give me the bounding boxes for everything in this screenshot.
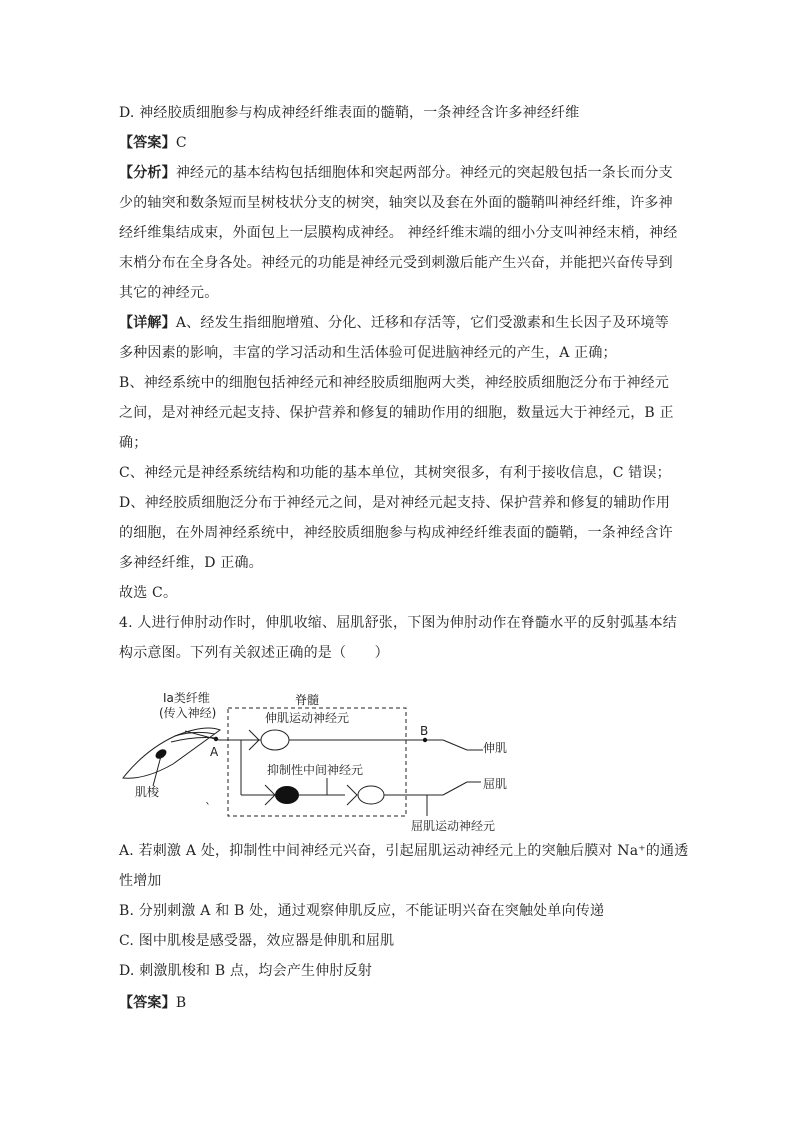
text-line: 其它的神经元。 [119, 285, 219, 301]
point-a-label: A [210, 745, 219, 759]
text-line: C、神经元是神经系统结构和功能的基本单位，其树突很多，有利于接收信息，C 错误； [119, 465, 671, 481]
text-line: 多神经纤维，D 正确。 [119, 555, 263, 571]
flexor-motor-neuron [358, 786, 384, 804]
question-line: 构示意图。下列有关叙述正确的是（ ） [119, 645, 389, 661]
answer-tag: 【答案】 [119, 995, 176, 1011]
muscle-spindle [123, 728, 220, 778]
fiber-label: Ia类纤维 [163, 691, 210, 705]
reflex-arc-diagram [115, 690, 515, 840]
option-a: A. 若刺激 A 处，抑制性中间神经元兴奋，引起屈肌运动神经元上的突触后膜对 Na⁺的通透 [119, 843, 689, 859]
text-line: D、神经胶质细胞泛分布于神经元之间，是对神经元起支持、保护营养和修复的辅助作用 [119, 495, 671, 511]
text-line: 末梢分布在全身各处。神经元的功能是神经元受到刺激后能产生兴奋，并能把兴奋传导到 [119, 255, 673, 271]
text-line: B、神经系统中的细胞包括神经元和神经胶质细胞两大类，神经胶质细胞泛分布于神经元 [119, 375, 670, 391]
extensor-neuron-label: 伸肌运动神经元 [265, 711, 350, 725]
answer-tag: 【答案】 [119, 135, 176, 151]
afferent-label: (传入神经) [159, 706, 217, 720]
point-b-dot [423, 738, 427, 742]
text-line: 故选 C。 [119, 585, 178, 601]
flexor-label: 屈肌 [483, 777, 508, 791]
option-c: C. 图中肌梭是感受器，效应器是伸肌和屈肌 [119, 933, 395, 949]
analysis-line [119, 163, 673, 183]
analysis-text: 神经元的基本结构包括细胞体和突起两部分。神经元的突起般包括一条长而分支 [175, 165, 673, 181]
detail-text: A、经发生指细胞增殖、分化、迁移和存活等，它们受激素和生长因子及环境等 [175, 315, 669, 331]
spinal-label: 脊髓 [295, 693, 320, 707]
extensor-motor-neuron [261, 730, 289, 750]
answer-line [119, 133, 187, 153]
option-b: B. 分别刺激 A 和 B 处，通过观察伸肌反应，不能证明兴奋在突触处单向传递 [119, 903, 605, 919]
text-line: 之间，是对神经元起支持、保护营养和修复的辅助作用的细胞，数量远大于神经元，B 正 [119, 405, 674, 421]
analysis-tag: 【分析】 [119, 165, 176, 181]
option-d: D. 刺激肌梭和 B 点，均会产生伸肘反射 [119, 963, 373, 979]
option-a-cont: 性增加 [119, 873, 162, 889]
answer-value: C [175, 135, 187, 151]
flexor-neuron-label: 屈肌运动神经元 [411, 819, 496, 833]
text-line: 多种因素的影响，丰富的学习活动和生活体验可促进脑神经元的产生，A 正确； [119, 345, 617, 361]
stray-mark: ` [205, 801, 211, 815]
answer-value: B [175, 995, 187, 1011]
text-line: 少的轴突和数条短而呈树枝状分支的树突，轴突以及套在外面的髓鞘叫神经纤维，许多神 [119, 195, 673, 211]
inhibitory-label: 抑制性中间神经元 [267, 763, 364, 777]
detail-tag: 【详解】 [119, 315, 176, 331]
text-line: 经纤维集结成束，外面包上一层膜构成神经。 神经纤维末端的细小分支叫神经末梢，神经 [119, 225, 678, 241]
text-line: 确； [119, 435, 148, 451]
detail-line [119, 313, 669, 333]
point-b-label: B [420, 724, 429, 738]
extensor-label: 伸肌 [483, 741, 508, 755]
text-line: 的细胞，在外周神经系统中，神经胶质细胞参与构成神经纤维表面的髓鞘，一条神经含许 [119, 525, 673, 541]
spindle-label: 肌梭 [135, 785, 160, 799]
answer-line-2 [119, 993, 186, 1013]
inhibitory-interneuron [275, 786, 299, 804]
question-line: 4. 人进行伸肘动作时，伸肌收缩、屈肌舒张，下图为伸肘动作在脊髓水平的反射弧基本结 [119, 615, 678, 631]
text-line: D. 神经胶质细胞参与构成神经纤维表面的髓鞘，一条神经含许多神经纤维 [119, 105, 580, 121]
